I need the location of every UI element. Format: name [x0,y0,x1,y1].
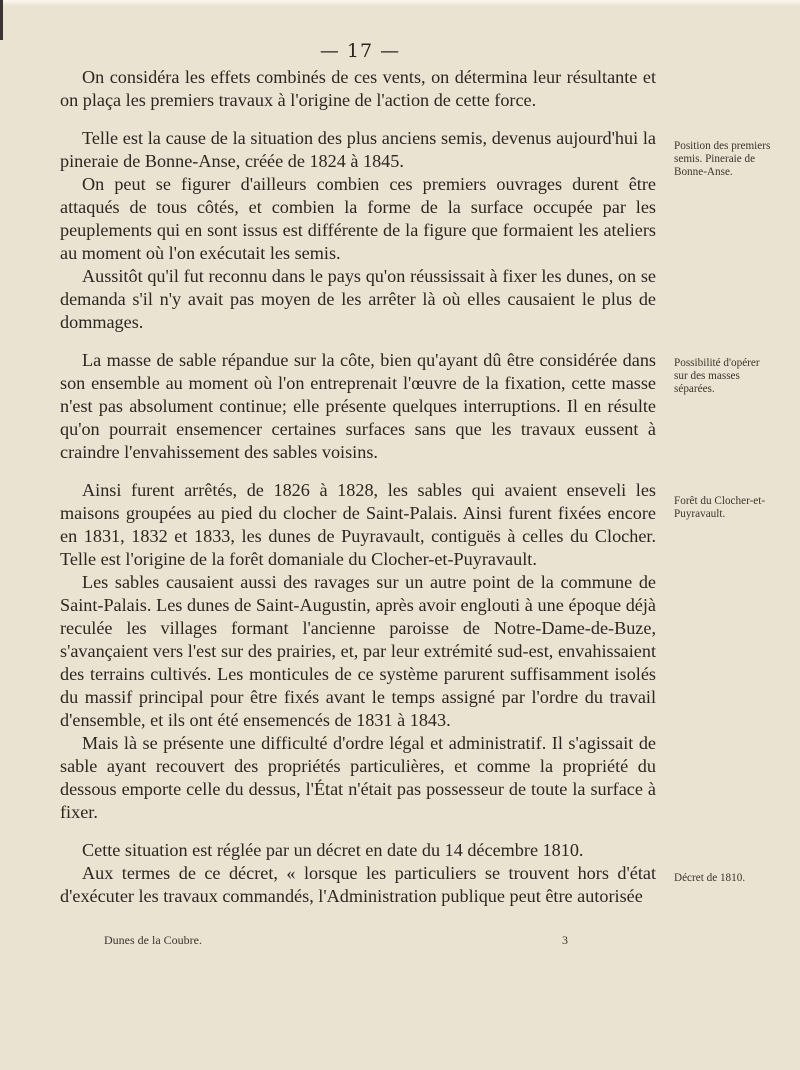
paragraph: Aussitôt qu'il fut reconnu dans le pays qu'on réussissait à fixer les dunes, on se demanda s'il n'y avait pas moyen de les arrêter là où elles causaient le plus de dommages. [60,266,656,332]
paragraph: On considéra les effets combinés de ces vents, on détermina leur résultante et on plaça les premiers travaux à l'origine de l'action de cette force. [60,67,656,110]
page-left-edge [0,0,3,40]
paragraph: Mais là se présente une difficulté d'ordre légal et administratif. Il s'agissait de sable ayant recouvert des propriétés particulières, et comme la propriété du dessous emporte celle du dessus, l'État n'était pas possesseur de toute la surface à fixer. [60,733,656,822]
page-number: — 17 — [319,40,401,62]
body-text [60,66,656,908]
signature-mark: 3 [562,933,568,947]
page-top-edge [0,0,800,6]
paragraph: Les sables causaient aussi des ravages sur un autre point de la commune de Saint-Palais. Les dunes de Saint-Augustin, après avoir englouti à une époque déjà reculée les villages formant l'ancienne paroisse de Notre-Dame-de-Buze, s'avançaient vers l'est sur des prairies, et, par leur extrémité sud-est, envahissaient des terrains cultivés. Les monticules de ce système parurent suffisamment isolés du massif principal pour être fixés avant le temps assigné par l'ordre du travail d'ensemble, et ils ont été ensemencés de 1831 à 1843. [60,572,656,730]
footer-title: Dunes de la Coubre. [104,933,202,947]
paragraph: Ainsi furent arrêtés, de 1826 à 1828, les sables qui avaient enseveli les maisons groupées au pied du clocher de Saint-Palais. Ainsi furent fixées encore en 1831, 1832 et 1833, les dunes de Puyravault, contiguës à celles du Clocher. Telle est l'origine de la forêt domaniale du Clocher-et-Puyravault. [60,480,656,569]
paragraph: Cette situation est réglée par un décret en date du 14 décembre 1810. [82,840,584,860]
margin-note-clocher-puyravault: Forêt du Clocher-et-Puyravault. [674,495,766,520]
margin-note-masses-separees: Possibilité d'opérer sur des masses séparées. [674,357,760,395]
paragraph: Telle est la cause de la situation des plus anciens semis, devenus aujourd'hui la pineraie de Bonne-Anse, créée de 1824 à 1845. [60,128,656,171]
margin-note-decret-1810: Décret de 1810. [674,872,746,884]
margin-note-bonne-anse: Position des premiers semis. Pineraie de Bonne-Anse. [674,140,771,178]
paragraph: On peut se figurer d'ailleurs combien ces premiers ouvrages durent être attaqués de tous côtés, et combien la forme de la surface occupée par les peuplements qui en sont issus est différente de la figure que formaient les ateliers au moment où l'on exécutait les semis. [60,174,656,263]
paragraph: Aux termes de ce décret, « lorsque les particuliers se trouvent hors d'état d'exécuter les travaux commandés, l'Administration publique peut être autorisée [60,863,656,906]
paragraph: La masse de sable répandue sur la côte, bien qu'ayant dû être considérée dans son ensemble au moment où l'on entreprenait l'œuvre de la fixation, cette masse n'est pas absolument continue; elle présente quelques interruptions. Il en résulte qu'on pourrait ensemencer certaines surfaces sans que les travaux eussent à craindre l'envahissement des sables voisins. [60,350,656,462]
